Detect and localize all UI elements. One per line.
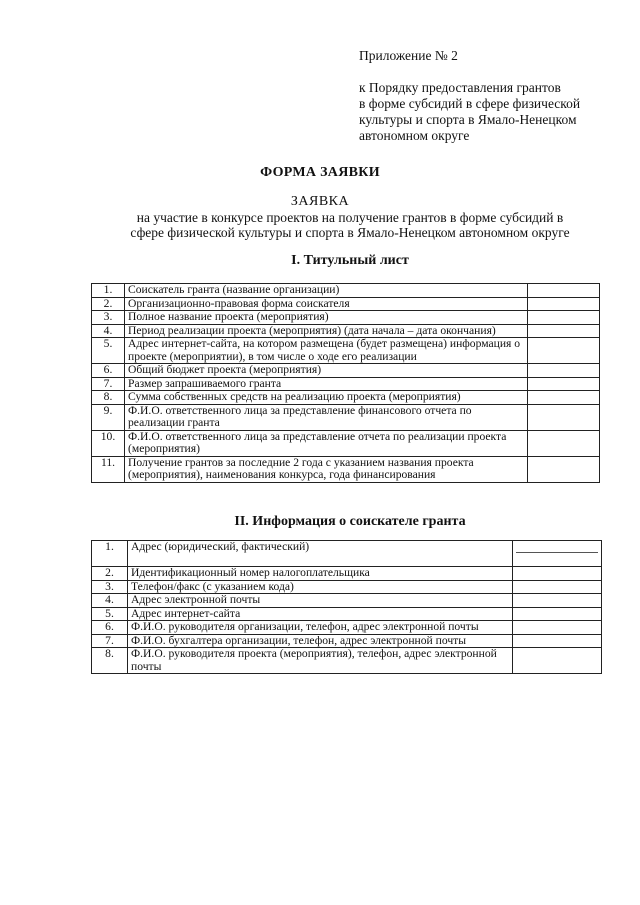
row-label: Ф.И.О. ответственного лица за представление отчета по реализации проекта (мероприятия) — [125, 430, 528, 456]
row-label: Адрес электронной почты — [128, 594, 513, 608]
row-label: Адрес интернет-сайта, на котором размещена (будет размещена) информация о проекте (мероприятии), в том числе о ходе его реализации — [125, 338, 528, 364]
table-row — [92, 284, 600, 298]
row-number: 3. — [92, 580, 128, 594]
row-number: 6. — [92, 364, 125, 378]
row-label: Адрес интернет-сайта — [128, 607, 513, 621]
row-number: 4. — [92, 324, 125, 338]
row-value-cell[interactable] — [528, 311, 600, 325]
row-value-cell[interactable] — [528, 430, 600, 456]
row-value-cell[interactable] — [528, 284, 600, 298]
row-number: 3. — [92, 311, 125, 325]
table-row — [92, 404, 600, 430]
row-label: Получение грантов за последние 2 года с указанием названия проекта (мероприятия), наименования конкурса, года финансирования — [125, 456, 528, 482]
row-label: Организационно-правовая форма соискателя — [125, 297, 528, 311]
table-row — [92, 580, 602, 594]
row-value-cell[interactable] — [513, 594, 602, 608]
row-number: 8. — [92, 391, 125, 405]
row-label: Ф.И.О. ответственного лица за представление финансового отчета по реализации гранта — [125, 404, 528, 430]
value-underline — [516, 541, 598, 553]
appendix-line: автономном округе — [359, 128, 470, 143]
row-value-cell[interactable] — [513, 541, 602, 567]
row-value-cell[interactable] — [528, 456, 600, 482]
application-subtitle-line: на участие в конкурсе проектов на получение грантов в форме субсидий в — [136, 210, 564, 225]
table-row — [92, 541, 602, 567]
row-number: 10. — [92, 430, 125, 456]
row-value-cell[interactable] — [528, 338, 600, 364]
row-value-cell[interactable] — [528, 364, 600, 378]
row-value-cell[interactable] — [528, 324, 600, 338]
row-label: Телефон/факс (с указанием кода) — [128, 580, 513, 594]
section2-title: II. Информация о соискателе гранта — [234, 514, 466, 529]
row-label: Адрес (юридический, фактический) — [128, 541, 513, 567]
appendix-line: культуры и спорта в Ямало-Ненецком — [359, 112, 577, 127]
table-row — [92, 607, 602, 621]
row-number: 7. — [92, 634, 128, 648]
table-row — [92, 567, 602, 581]
title-sheet-table — [91, 283, 600, 483]
row-number: 1. — [92, 541, 128, 567]
row-label: Ф.И.О. руководителя организации, телефон, адрес электронной почты — [128, 621, 513, 635]
application-title: ЗАЯВКА — [290, 194, 350, 209]
table-row — [92, 594, 602, 608]
row-value-cell[interactable] — [513, 580, 602, 594]
row-value-cell[interactable] — [513, 621, 602, 635]
table-row — [92, 430, 600, 456]
table-row — [92, 648, 602, 674]
table-row — [92, 324, 600, 338]
row-number: 4. — [92, 594, 128, 608]
application-subtitle — [100, 210, 600, 240]
row-number: 1. — [92, 284, 125, 298]
table-row — [92, 338, 600, 364]
row-number: 8. — [92, 648, 128, 674]
row-label: Период реализации проекта (мероприятия) (дата начала – дата окончания) — [125, 324, 528, 338]
application-subtitle-line: сфере физической культуры и спорта в Ямало-Ненецком автономном округе — [130, 225, 570, 240]
form-title: ФОРМА ЗАЯВКИ — [260, 165, 380, 180]
row-number: 5. — [92, 338, 125, 364]
appendix-line: к Порядку предоставления грантов — [359, 80, 561, 95]
row-number: 5. — [92, 607, 128, 621]
table-row — [92, 621, 602, 635]
row-label: Общий бюджет проекта (мероприятия) — [125, 364, 528, 378]
row-number: 2. — [92, 567, 128, 581]
row-number: 6. — [92, 621, 128, 635]
section1-title: I. Титульный лист — [291, 253, 409, 268]
row-value-cell[interactable] — [528, 297, 600, 311]
appendix-number: Приложение № 2 — [359, 48, 458, 63]
row-label: Полное название проекта (мероприятия) — [125, 311, 528, 325]
row-number: 7. — [92, 377, 125, 391]
row-number: 11. — [92, 456, 125, 482]
row-label: Сумма собственных средств на реализацию проекта (мероприятия) — [125, 391, 528, 405]
row-label: Ф.И.О. бухгалтера организации, телефон, адрес электронной почты — [128, 634, 513, 648]
row-value-cell[interactable] — [528, 377, 600, 391]
table-row — [92, 456, 600, 482]
row-number: 2. — [92, 297, 125, 311]
row-label: Соискатель гранта (название организации) — [125, 284, 528, 298]
row-value-cell[interactable] — [528, 391, 600, 405]
row-number: 9. — [92, 404, 125, 430]
table-row — [92, 364, 600, 378]
table-row — [92, 297, 600, 311]
row-label: Ф.И.О. руководителя проекта (мероприятия), телефон, адрес электронной почты — [128, 648, 513, 674]
row-value-cell[interactable] — [528, 404, 600, 430]
table-row — [92, 391, 600, 405]
row-value-cell[interactable] — [513, 634, 602, 648]
table-row — [92, 311, 600, 325]
row-label: Идентификационный номер налогоплательщика — [128, 567, 513, 581]
appendix-block — [359, 48, 580, 144]
table-row — [92, 634, 602, 648]
appendix-line: в форме субсидий в сфере физической — [359, 96, 581, 111]
row-value-cell[interactable] — [513, 567, 602, 581]
row-value-cell[interactable] — [513, 607, 602, 621]
table-row — [92, 377, 600, 391]
row-value-cell[interactable] — [513, 648, 602, 674]
row-label: Размер запрашиваемого гранта — [125, 377, 528, 391]
applicant-info-table — [91, 540, 602, 674]
